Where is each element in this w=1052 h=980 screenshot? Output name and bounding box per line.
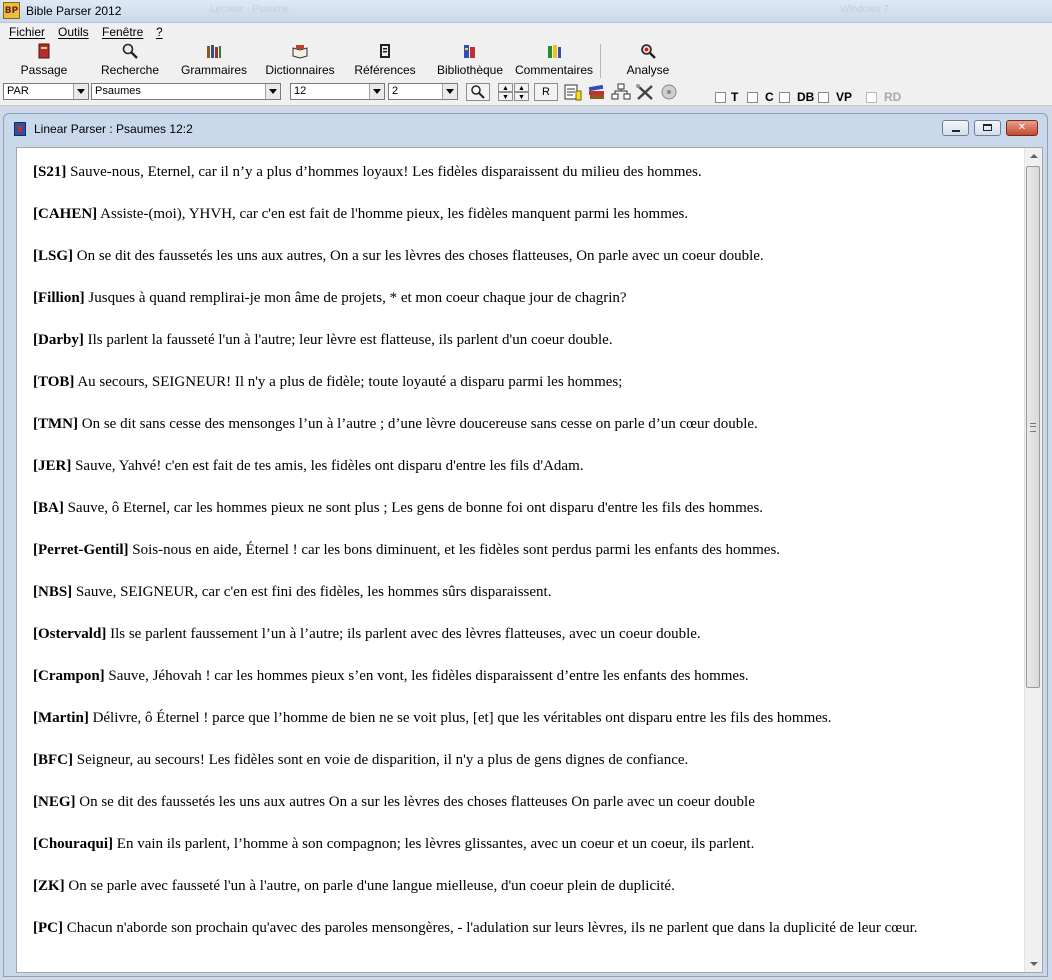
verse-row	[33, 498, 1023, 540]
recherche-label: Recherche	[100, 63, 160, 77]
analysis-magnifier-icon	[640, 43, 656, 59]
window-bible-icon	[14, 122, 26, 136]
notes-tool-button[interactable]	[562, 83, 584, 101]
books-tool-icon	[587, 83, 607, 101]
verse-row	[33, 372, 1023, 414]
verse-row	[33, 708, 1023, 750]
verse-version-ref[interactable]: [Chouraqui]	[33, 836, 114, 852]
bible-book-icon	[36, 43, 52, 59]
checkbox-db-label: DB	[797, 90, 815, 104]
references-label: Références	[354, 63, 416, 77]
checkbox-db[interactable]	[779, 92, 790, 103]
books-tool-button[interactable]	[586, 83, 608, 101]
checkbox-rd-label: RD	[884, 90, 902, 104]
verse-row	[33, 834, 1023, 876]
scroll-down-button[interactable]	[1025, 955, 1042, 972]
verse-row	[33, 540, 1023, 582]
arrow-down-icon: ▼	[518, 94, 525, 101]
verse-version-ref[interactable]: [Darby]	[33, 332, 84, 348]
app-title: Bible Parser 2012	[26, 4, 122, 18]
bibliotheque-button[interactable]	[434, 43, 506, 79]
verse-text: Sauve-nous, Eternel, car il n’y a plus d’hommes loyaux! Les fidèles disparaissent du milieu des hommes.	[70, 164, 702, 180]
verse-row	[33, 792, 1023, 834]
verse-text: Sauve, SEIGNEUR, car c'en est fini des fidèles, les hommes sûrs disparaissent.	[75, 584, 552, 600]
verse-text: Délivre, ô Éternel ! parce que l’homme de bien ne se voit plus, [et] que les véritables ont disparu entre les fils des hommes.	[92, 710, 832, 726]
verse-text: Sauve, Jéhovah ! car les hommes pieux s’en vont, les fidèles disparaissent d’entre les enfants des hommes.	[108, 668, 749, 684]
checkbox-vp[interactable]	[818, 92, 829, 103]
verse-select[interactable]	[388, 83, 458, 100]
grammaires-label: Grammaires	[180, 63, 247, 77]
r-button[interactable]: R	[534, 83, 558, 101]
verse-version-ref[interactable]: [BA]	[33, 500, 64, 516]
notes-highlight-icon	[563, 83, 583, 101]
arrow-up-icon: ▲	[518, 85, 525, 92]
recherche-button[interactable]	[94, 43, 166, 79]
verse-version-ref[interactable]: [LSG]	[33, 248, 74, 264]
verse-row	[33, 876, 1023, 918]
verse-text: En vain ils parlent, l’homme à son compagnon; les lèvres glissantes, avec un coeur et un coeur, ils parlent.	[116, 836, 755, 852]
maximize-button[interactable]	[974, 120, 1001, 136]
verse-text: Au secours, SEIGNEUR! Il n'y a plus de fidèle; toute loyauté a disparu parmi les hommes;	[77, 374, 623, 390]
chevron-down-icon[interactable]	[369, 84, 384, 99]
verse-version-ref[interactable]: [TMN]	[33, 416, 78, 432]
title-bar-ghost-text: Lecteur - Psaume	[210, 4, 289, 15]
crossed-tools-icon	[635, 83, 655, 101]
scroll-grip-icon	[1030, 423, 1036, 432]
next-up-button[interactable]	[514, 83, 529, 92]
version-select[interactable]	[3, 83, 89, 100]
toolbar-separator	[600, 44, 601, 78]
verse-text: Seigneur, au secours! Les fidèles sont en voie de disparition, il n'y a plus de gens dignes de confiance.	[76, 752, 689, 768]
linear-parser-window	[3, 113, 1048, 977]
title-bar	[0, 0, 1052, 23]
checkbox-c-label: C	[765, 90, 774, 104]
menu-outils[interactable]: Outils	[58, 25, 89, 39]
menu-help[interactable]: ?	[156, 25, 163, 39]
close-button[interactable]	[1006, 120, 1038, 136]
previous-down-button[interactable]	[498, 92, 513, 101]
verse-row	[33, 582, 1023, 624]
references-button[interactable]	[352, 43, 418, 79]
search-passage-button[interactable]	[466, 83, 490, 101]
verse-select-value: 2	[392, 85, 399, 97]
hierarchy-icon	[611, 83, 631, 101]
verse-text: Sois-nous en aide, Éternel ! car les bons diminuent, et les fidèles sont perdus parmi les enfants des hommes.	[132, 542, 781, 558]
verse-list	[33, 162, 1023, 960]
analyse-button[interactable]	[620, 43, 676, 79]
book-select[interactable]	[91, 83, 281, 100]
verse-version-ref[interactable]: [S21]	[33, 164, 67, 180]
app-logo-icon: BP	[3, 2, 20, 19]
verse-row	[33, 456, 1023, 498]
verse-version-ref[interactable]: [Martin]	[33, 710, 89, 726]
verse-version-ref[interactable]: [ZK]	[33, 878, 65, 894]
commentaires-button[interactable]	[514, 43, 594, 79]
checkbox-t-label: T	[731, 90, 739, 104]
title-bar-ghost-text-right: Windows 7	[840, 4, 889, 15]
verse-text: Jusques à quand remplirai-je mon âme de projets, * et mon coeur chaque jour de chagrin?	[88, 290, 627, 306]
next-down-button[interactable]	[514, 92, 529, 101]
verse-text: On se parle avec fausseté l'un à l'autre, on parle d'une langue mielleuse, d'un coeur plein de duplicité.	[68, 878, 675, 894]
verse-row	[33, 624, 1023, 666]
verse-text: Ils se parlent faussement l’un à l’autre; ils parlent avec des lèvres flatteuses, avec un coeur double.	[110, 626, 701, 642]
tools-button[interactable]	[634, 83, 656, 101]
menu-fichier[interactable]: Fichier	[9, 25, 46, 39]
verse-version-ref[interactable]: [CAHEN]	[33, 206, 98, 222]
verse-row	[33, 918, 1023, 960]
audio-button[interactable]	[658, 83, 680, 101]
magnifier-icon	[470, 84, 486, 100]
verse-content-area[interactable]	[16, 147, 1043, 973]
verse-text: Sauve, ô Eternel, car les hommes pieux ne sont plus ; Les gens de bonne foi ont disparu d'entre les fils des hommes.	[67, 500, 764, 516]
book-select-value: Psaumes	[95, 85, 141, 97]
analyse-label: Analyse	[626, 63, 670, 77]
minimize-button[interactable]	[942, 120, 969, 136]
verse-row	[33, 414, 1023, 456]
verse-version-ref[interactable]: [Ostervald]	[33, 626, 107, 642]
verse-version-ref[interactable]: [NBS]	[33, 584, 73, 600]
chevron-down-icon[interactable]	[73, 84, 88, 99]
arrow-up-icon: ▲	[502, 85, 509, 92]
arrow-down-icon: ▼	[502, 94, 509, 101]
dictionnaires-label: Dictionnaires	[265, 63, 335, 77]
verse-row	[33, 204, 1023, 246]
main-toolbar	[0, 41, 1052, 81]
checkbox-c[interactable]	[747, 92, 758, 103]
vertical-scrollbar[interactable]	[1024, 148, 1042, 972]
verse-text: Chacun n'aborde son prochain qu'avec des paroles mensongères, - l'adulation sur leurs lèvres, ils ne parlent que dans la duplicité de leur cœur.	[66, 920, 918, 936]
verse-row	[33, 162, 1023, 204]
open-dictionary-icon	[292, 43, 308, 59]
passage-label: Passage	[20, 63, 68, 77]
verse-version-ref[interactable]: [NEG]	[33, 794, 76, 810]
commentary-books-icon	[546, 43, 562, 59]
reference-book-icon	[377, 43, 393, 59]
bibliotheque-label: Bibliothèque	[436, 63, 504, 77]
tree-tool-button[interactable]	[610, 83, 632, 101]
verse-version-ref[interactable]: [Perret-Gentil]	[33, 542, 129, 558]
verse-version-ref[interactable]: [JER]	[33, 458, 72, 474]
speaker-disc-icon	[659, 83, 679, 101]
verse-text: Assiste-(moi), YHVH, car c'en est fait de l'homme pieux, les fidèles manquent parmi les hommes.	[100, 206, 689, 222]
verse-version-ref[interactable]: [TOB]	[33, 374, 75, 390]
verse-row	[33, 246, 1023, 288]
chapter-select[interactable]	[290, 83, 385, 100]
grammaires-button[interactable]	[178, 43, 250, 79]
passage-button[interactable]	[14, 43, 74, 79]
window-title: Linear Parser : Psaumes 12:2	[34, 122, 193, 136]
verse-version-ref[interactable]: [Crampon]	[33, 668, 105, 684]
chapter-select-value: 12	[294, 85, 307, 97]
verse-text: On se dit sans cesse des mensonges l’un à l’autre ; d’une lèvre doucereuse sans cesse on parle d’un cœur double.	[81, 416, 758, 432]
chevron-down-icon[interactable]	[265, 84, 280, 99]
scroll-thumb[interactable]	[1026, 166, 1040, 688]
verse-text: Ils parlent la fausseté l'un à l'autre; leur lèvre est flatteuse, ils parlent d'un coeur double.	[87, 332, 613, 348]
checkbox-rd	[866, 92, 877, 103]
verse-text: On se dit des faussetés les uns aux autres On a sur les lèvres des choses flatteuses On parle avec un coeur double	[79, 794, 755, 810]
magnifier-icon	[122, 43, 138, 59]
scroll-up-button[interactable]	[1025, 148, 1042, 165]
menu-bar	[0, 23, 1052, 41]
verse-row	[33, 666, 1023, 708]
verse-text: Sauve, Yahvé! c'en est fait de tes amis, les fidèles ont disparu d'entre les fils d'Adam.	[75, 458, 584, 474]
verse-text: On se dit des faussetés les uns aux autres, On a sur les lèvres des choses flatteuses, On parle avec un coeur double.	[76, 248, 764, 264]
menu-fenetre[interactable]: Fenêtre	[102, 25, 144, 39]
verse-version-ref[interactable]: [Fillion]	[33, 290, 85, 306]
chevron-down-icon[interactable]	[442, 84, 457, 99]
library-icon	[462, 43, 478, 59]
checkbox-vp-label: VP	[836, 90, 853, 104]
commentaires-label: Commentaires	[514, 63, 594, 77]
verse-row	[33, 288, 1023, 330]
books-stack-icon	[206, 43, 222, 59]
verse-version-ref[interactable]: [PC]	[33, 920, 63, 936]
close-icon: ✕	[1017, 122, 1027, 133]
verse-row	[33, 330, 1023, 372]
dictionnaires-button[interactable]	[262, 43, 338, 79]
verse-row	[33, 750, 1023, 792]
version-select-value: PAR	[7, 85, 29, 97]
checkbox-t[interactable]	[715, 92, 726, 103]
previous-up-button[interactable]	[498, 83, 513, 92]
verse-version-ref[interactable]: [BFC]	[33, 752, 73, 768]
passage-selector-bar	[0, 81, 1052, 106]
